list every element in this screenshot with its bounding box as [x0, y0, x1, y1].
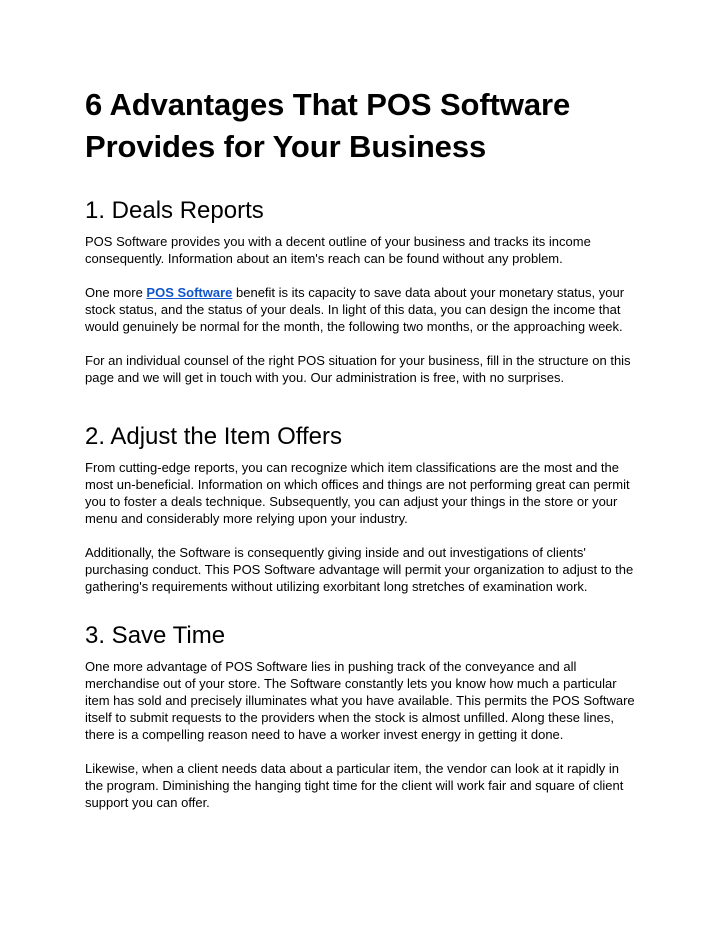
paragraph-with-link — [85, 284, 640, 335]
paragraph-text: One more — [85, 285, 147, 300]
paragraph-text: benefit is its capacity to save data about your monetary status, your stock status, and the status of your deals. In light of this data, you can design the income that would genuinely be normal for the month, the following two months, or the approaching week. — [85, 285, 625, 334]
section-adjust-item-offers — [85, 422, 640, 595]
section-save-time — [85, 621, 640, 811]
document-title: 6 Advantages That POS Software Provides for Your Business — [85, 87, 571, 164]
paragraph: Likewise, when a client needs data about a particular item, the vendor can look at it rapidly in the program. Diminishing the hanging tight time for the client will work fair and square of client support you can offer. — [85, 761, 624, 810]
section-heading: 2. Adjust the Item Offers — [85, 423, 343, 450]
paragraph: Additionally, the Software is consequently giving inside and out investigations of clients' purchasing conduct. This POS Software advantage will permit your organization to adjust to the gathering's requirements without utilizing exorbitant long stretches of examination work. — [85, 545, 634, 594]
section-heading: 1. Deals Reports — [85, 197, 264, 224]
section-deals-reports — [85, 196, 640, 386]
paragraph: POS Software provides you with a decent outline of your business and tracks its income consequently. Information about an item's reach can be found without any problem. — [85, 234, 591, 266]
paragraph: From cutting-edge reports, you can recognize which item classifications are the most and the most un-beneficial. Information on which offices and things are not performing great can permit you to foster a deals technique. Subsequently, you can adjust your things in the store or your menu and considerably more relying upon your industry. — [85, 460, 630, 526]
paragraph: One more advantage of POS Software lies in pushing track of the conveyance and all merchandise out of your store. The Software constantly lets you know how much a particular item has sold and precisely illuminates what you have available. This permits the POS Software itself to submit requests to the providers when the stock is almost unfilled. Along these lines, there is a compelling reason need to have a worker invest energy in getting it done. — [85, 659, 635, 742]
paragraph: For an individual counsel of the right POS situation for your business, fill in the structure on this page and we will get in touch with you. Our administration is free, with no surprises. — [85, 353, 631, 385]
pos-software-link[interactable]: POS Software — [146, 285, 233, 300]
section-heading: 3. Save Time — [85, 622, 226, 649]
